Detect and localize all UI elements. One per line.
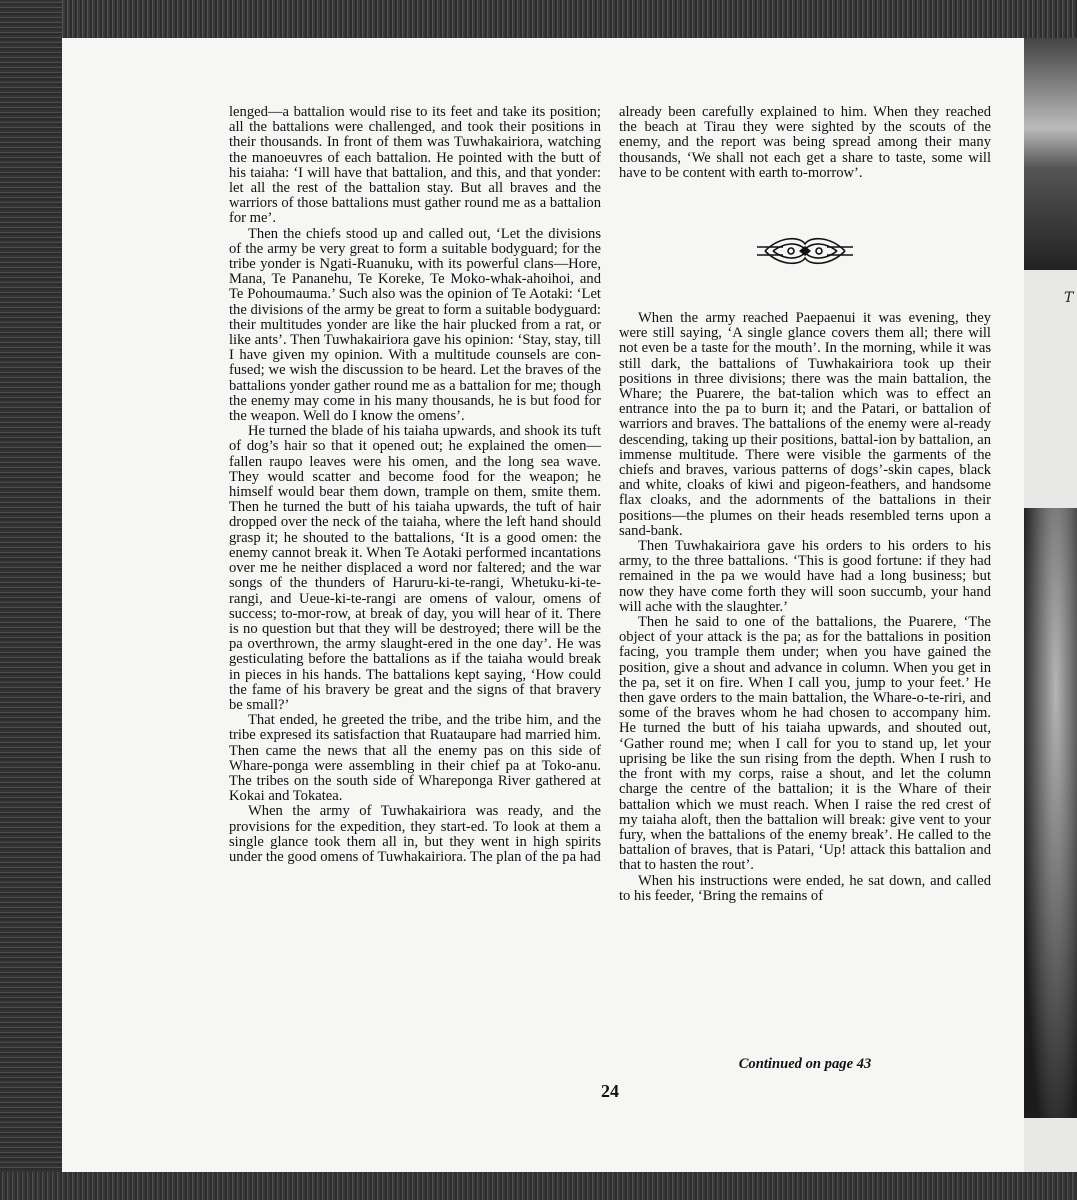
- adjacent-page-fragment: [1024, 38, 1077, 1172]
- adjacent-caption-letter: T: [1064, 290, 1074, 306]
- adjacent-photo-portrait: [1024, 508, 1077, 1118]
- paragraph: When the army reached Paepaenui it was evening, they were still saying, ‘A single glance covers them all; there will not even be a taste for the mouth’. In the morning, while it was still dark, the battalions of Tuwhakairiora took up their positions in three divisions; there was the main battalion, the Whare; the Puarere, the bat-talion which was to effect an entrance into the pa to burn it; and the Patari, or battalion of warriors and braves. The battalions of the enemy were al-ready descending, taking up their positions, battal-ion by battalion, an immense multitude. There were visible the garments of the chiefs and braves, various patterns of dogs’-skin capes, black and white, cloaks of kiwi and pigeon-feathers, and handsome flax cloaks, and the adornments of the battalions in their positions—the plumes on their heads resembled terns upon a sand-bank.: [619, 310, 991, 539]
- paragraph: Then Tuwhakairiora gave his orders to his orders to his army, to the three battalions. ‘This is good fortune: if they had remained in the pa we would have had a long business; but now they have come forth they will soon succumb, your hand will ache with the slaughter.’: [619, 538, 991, 615]
- paragraph: That ended, he greeted the tribe, and the tribe him, and the tribe expresed its satisfaction that Ruataupare had married him. Then came the news that all the enemy pas on this side of Whare-ponga were assembling in their chief pa at Toko-anu. The tribes on the south side of Whareponga River gathered at Kokai and Tokatea.: [229, 712, 601, 805]
- paragraph: already been carefully explained to him. When they reached the beach at Tirau they were sighted by the scouts of the enemy, and the report was being spread among their many thousands, ‘We shall not each get a share to taste, some will have to be content with earth to-morrow’.: [619, 104, 991, 181]
- article-column-right-bottom: [619, 311, 991, 904]
- paragraph: Then the chiefs stood up and called out, ‘Let the divisions of the army be very great to form a suitable bodyguard; for the tribe yonder is Ngati-Ruanuku, with its powerful clans—Hore, Mana, Te Pananehu, Te Koreke, Te Moko-whak-ahoihoi, and Te Pohoumauma.’ Such also was the opinion of Te Aotaki: ‘Let the divisions of the army be great to form a suitable bodyguard: their multitudes yonder are like the hair plucked from a rat, or like ants’. Then Tuwhakairiora gave his opinion: ‘Stay, stay, till I have given my opinion. With a multitude counsels are con-fused; we wish the discussion to be heard. Let the braves of the battalions yonder gather round me as a battalion for me; though the enemy may come in his many thousands, he is but food for the weapon. Well do I know the omens’.: [229, 225, 601, 425]
- article-column-right-top: [619, 105, 991, 181]
- continued-note: Continued on page 43: [738, 1056, 872, 1072]
- page-number: 24: [601, 1081, 619, 1101]
- paragraph: He turned the blade of his taiaha upwards, and shook its tuft of dog’s hair so that it opened out; he explained the omen—fallen raupo leaves were his omen, and the long sea wave. They would scatter and become food for the weapon; he himself would bear them down, trample on them, smite them. Then he turned the butt of his taiaha upwards, the tuft of hair dropped over the neck of the taiaha, where the left hand should grasp it; he shouted to the battalions, ‘It is a good omen: the enemy cannot break it. When Te Aotaki performed incantations over me he neither displaced a word nor faltered; and the war songs of the thunders of Haruru-ki-te-rangi, Whetuku-ki-te-rangi, and Ueue-ki-te-rangi are omens of valour, omens of success; to-mor-row, at break of day, you will hear of it. There is no question but that they will be destroyed; there will be the pa overthrown, the army slaught-ered in the one day’. He was gesticulating before the battalions as if the taiaha would break in pieces in his hands. The battalions kept saying, ‘How could the fame of his bravery be great and the signs of that bravery be small?’: [229, 423, 601, 713]
- scan-border-bottom: [0, 1172, 1077, 1200]
- paragraph: When the army of Tuwhakairiora was ready, and the provisions for the expedition, they start-ed. To look at them a single glance took them all in, but they went in high spirits under the good omens of Tuwhakairiora. The plan of the pa had: [229, 803, 601, 865]
- paragraph: When his instructions were ended, he sat down, and called to his feeder, ‘Bring the remains of: [619, 872, 991, 904]
- scan-border-top: [0, 0, 1077, 38]
- scan-border-left: [0, 0, 62, 1200]
- adjacent-photo-top: [1024, 38, 1077, 270]
- paragraph: Then he said to one of the battalions, the Puarere, ‘The object of your attack is the pa; as for the battalions in position facing, you trample them under; when you have gained the position, give a shout and advance in column. When you get in the pa, set it on fire. When I call you, jump to your feet.’ He then gave orders to the main battalion, the Whare-o-te-riri, and some of the braves whom he had chosen to accompany him. He turned the butt of his taiaha upwards, and shouted out, ‘Gather round me; when I call for you to stand up, let your uprising be like the sun rising from the depth. When I rush to the front with my corps, raise a shout, and let the column charge the centre of the battalion; it is the Whare of their battalion which we must reach. When I raise the red crest of my taiaha aloft, then the battalion will break: give vent to your fury, when the battalions of the enemy break’. He called to the battalion of braves, that is Patari, ‘Up! attack this battalion and that to hasten the rout’.: [619, 614, 991, 874]
- article-column-left: [229, 105, 601, 865]
- maori-koru-ornament-icon: [755, 232, 855, 270]
- paragraph: lenged—a battalion would rise to its feet and take its position; all the battalions were challenged, and took their positions in their thousands. In front of them was Tuwhakairiora, watching the manoeuvres of each battalion. He pointed with the butt of his taiaha: ‘I will have that battalion, and this, and that yonder: let all the rest of the battalion stay. But all braves and the warriors of those battalions must gather round me as a battalion for me’.: [229, 104, 601, 227]
